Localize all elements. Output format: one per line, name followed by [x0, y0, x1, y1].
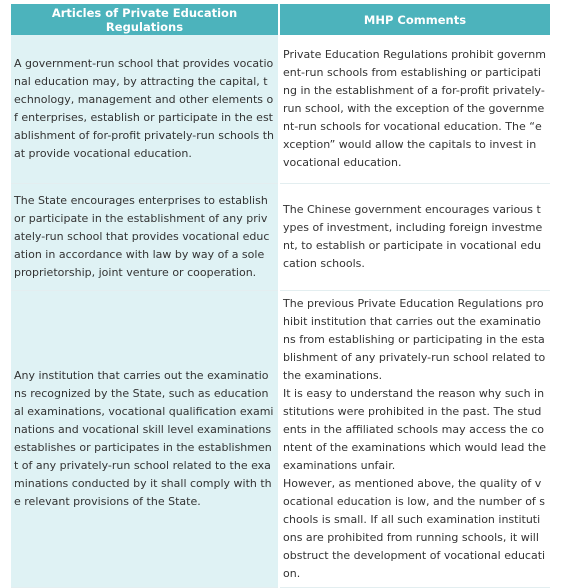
regulations-comparison-table	[11, 4, 550, 588]
comment-cell	[279, 291, 550, 588]
table-header-row	[11, 4, 550, 35]
header-regulation: Articles of Private Education Regulations	[11, 4, 279, 35]
regulation-cell: Any institution that carries out the examinations recognized by the State, such as educational examinations, vocational qualification examinations and vocational skill level examinations establishes or participates in the establishment of any privately-run school related to the examinations conducted by it shall comply with the relevant provisions of the State.	[11, 291, 279, 588]
table-row	[11, 291, 550, 588]
table-row	[11, 35, 550, 184]
header-comment: MHP Comments	[279, 4, 550, 35]
comment-paragraph: The Chinese government encourages various types of investment, including foreign investment, to establish or participate in vocational education schools.	[283, 203, 543, 270]
comment-paragraph: However, as mentioned above, the quality of vocational education is low, and the number of schools is small. If all such examination institutions are prohibited from running schools, it will obstruct the development of vocational education.	[283, 477, 546, 580]
regulation-cell: The State encourages enterprises to establish or participate in the establishment of any privately-run school that provides vocational education in accordance with law by way of a sole proprietorship, joint venture or cooperation.	[11, 184, 279, 291]
comment-cell	[279, 35, 550, 184]
comment-cell	[279, 184, 550, 291]
comment-paragraph: The previous Private Education Regulations prohibit institution that carries out the examinations from establishing or participating in the establishment of any privately-run school related to the examinations.	[283, 297, 546, 382]
comment-paragraph: Private Education Regulations prohibit government-run schools from establishing or participating in the establishment of a for-profit privately-run school, with the exception of the government-run schools for vocational education. The “exception” would allow the capitals to invest in vocational education.	[283, 48, 546, 169]
comment-paragraph: It is easy to understand the reason why such institutions were prohibited in the past. The students in the affiliated schools may access the content of the examinations which would lead the examinations unfair.	[283, 387, 546, 472]
table-row	[11, 184, 550, 291]
regulation-cell: A government-run school that provides vocational education may, by attracting the capital, technology, management and other elements of enterprises, establish or participate in the establishment of for-profit privately-run schools that provide vocational education.	[11, 35, 279, 184]
